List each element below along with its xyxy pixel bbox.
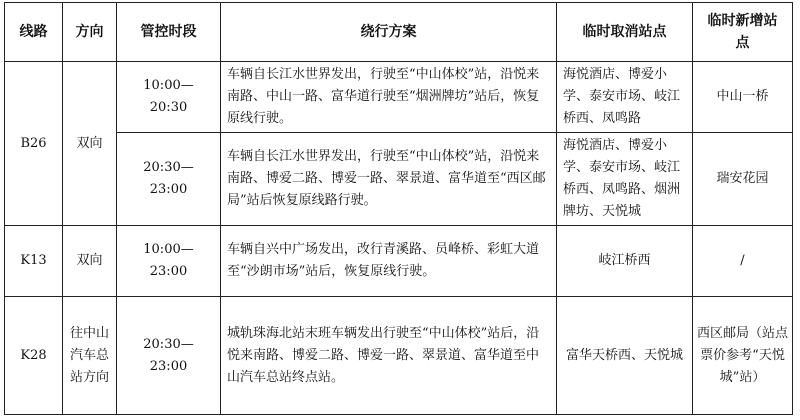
cancelled-cell: 海悦酒店、博爱小学、泰安市场、岐江桥西、凤鸣路、烟洲牌坊、天悦城 bbox=[557, 133, 693, 226]
header-route: 线路 bbox=[5, 3, 63, 62]
period-end: 20:30 bbox=[149, 100, 188, 115]
direction-cell: 往中山汽车总站方向 bbox=[63, 297, 117, 415]
period-end: 23:00 bbox=[149, 358, 188, 374]
table-row bbox=[5, 133, 793, 226]
period-start: 20:30— bbox=[143, 336, 194, 352]
period-start: 10:00— bbox=[143, 242, 194, 257]
cancelled-cell: 海悦酒店、博爱小学、泰安市场、岐江桥西、凤鸣路 bbox=[557, 62, 693, 133]
plan-cell: 车辆自长江水世界发出，行驶至“中山体校”站，沿悦来南路、博爱二路、博爱一路、翠景道、富华道至“西区邮局”站后恢复原线路行驶。 bbox=[221, 133, 557, 226]
table-row bbox=[5, 62, 793, 133]
period-cell bbox=[117, 297, 221, 415]
header-direction: 方向 bbox=[63, 3, 117, 62]
cancelled-cell: 岐江桥西 bbox=[557, 226, 693, 297]
period-cell bbox=[117, 62, 221, 133]
route-cell: B26 bbox=[5, 62, 63, 226]
period-start: 10:00— bbox=[143, 78, 194, 93]
added-cell: 中山一桥 bbox=[693, 62, 793, 133]
header-detour-plan: 绕行方案 bbox=[221, 3, 557, 62]
header-new-stops: 临时新增站点 bbox=[693, 3, 793, 62]
period-end: 23:00 bbox=[149, 182, 188, 197]
table-row bbox=[5, 297, 793, 415]
cancelled-cell: 富华天桥西、天悦城 bbox=[557, 297, 693, 415]
plan-cell: 车辆自长江水世界发出，行驶至“中山体校”站，沿悦来南路、中山一路、富华道行驶至“烟洲牌坊”站后，恢复原线行驶。 bbox=[221, 62, 557, 133]
added-cell: 西区邮局（站点票价参考“天悦城”站） bbox=[693, 297, 793, 415]
header-cancelled-stops: 临时取消站点 bbox=[557, 3, 693, 62]
period-end: 23:00 bbox=[149, 264, 188, 279]
header-control-period: 管控时段 bbox=[117, 3, 221, 62]
period-cell bbox=[117, 226, 221, 297]
direction-cell: 双向 bbox=[63, 62, 117, 226]
notice-table-wrapper bbox=[4, 2, 793, 415]
table-row bbox=[5, 226, 793, 297]
plan-cell: 车辆自兴中广场发出，改行青溪路、员峰桥、彩虹大道至“沙朗市场”站后，恢复原线行驶。 bbox=[221, 226, 557, 297]
added-cell: / bbox=[693, 226, 793, 297]
detour-table bbox=[4, 2, 793, 415]
period-start: 20:30— bbox=[143, 160, 194, 175]
route-cell: K13 bbox=[5, 226, 63, 297]
header-row bbox=[5, 3, 793, 62]
direction-cell: 双向 bbox=[63, 226, 117, 297]
route-cell: K28 bbox=[5, 297, 63, 415]
added-cell: 瑞安花园 bbox=[693, 133, 793, 226]
plan-cell: 城轨珠海北站末班车辆发出行驶至“中山体校”站后，沿悦来南路、博爱二路、博爱一路、翠景道、富华道至中山汽车总站终点站。 bbox=[221, 297, 557, 415]
period-cell bbox=[117, 133, 221, 226]
